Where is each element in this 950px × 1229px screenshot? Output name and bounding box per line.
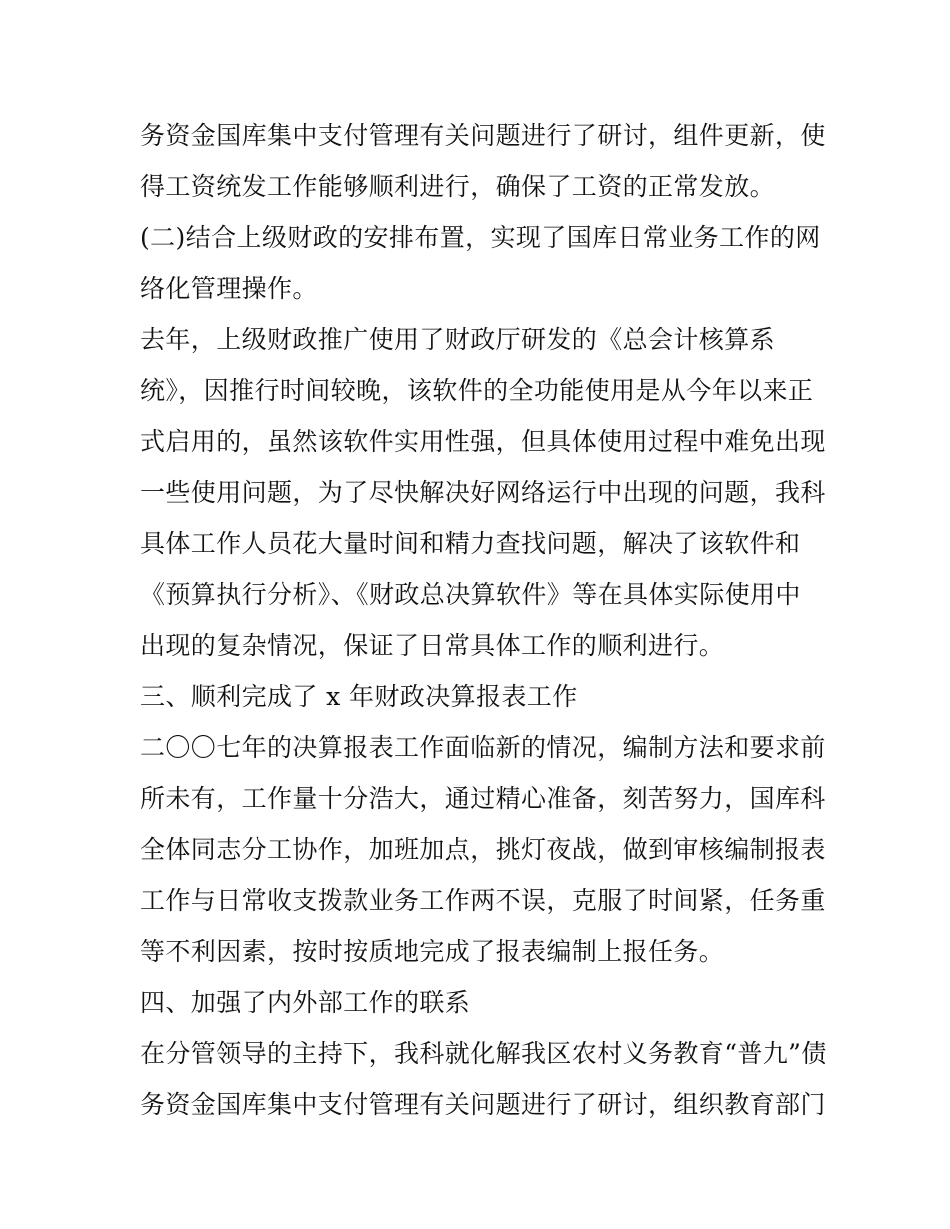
text-line: 所未有，工作量十分浩大，通过精心准备，刻苦努力，国库科 — [140, 784, 826, 813]
section-heading: 络化管理操作。 — [140, 274, 318, 303]
section-heading: (二)结合上级财政的安排布置，实现了国库日常业务工作的网 — [140, 223, 821, 252]
text-line: 式启用的，虽然该软件实用性强，但具体使用过程中难免出现 — [140, 427, 826, 456]
text-line: 等不利因素，按时按质地完成了报表编制上报任务。 — [140, 937, 725, 966]
section-heading: 四、加强了内外部工作的联系 — [140, 988, 471, 1017]
document-body — [140, 110, 827, 1130]
text-line: 务资金国库集中支付管理有关问题进行了研讨，组织教育部门 — [140, 1090, 826, 1119]
text-line: 得工资统发工作能够顺利进行，确保了工资的正常发放。 — [140, 172, 776, 201]
text-line: 《预算执行分析》、《财政总决算软件》等在具体实际使用中 — [140, 580, 801, 609]
text-line: 去年，上级财政推广使用了财政厅研发的《总会计核算系 — [140, 325, 776, 354]
text-line: 二〇〇七年的决算报表工作面临新的情况，编制方法和要求前 — [140, 733, 826, 762]
text-line: 出现的复杂情况，保证了日常具体工作的顺利进行。 — [140, 631, 725, 660]
text-line: 统》，因推行时间较晚，该软件的全功能使用是从今年以来正 — [140, 376, 814, 405]
text-line: 一些使用问题，为了尽快解决好网络运行中出现的问题，我科 — [140, 478, 826, 507]
text-line: 具体工作人员花大量时间和精力查找问题，解决了该软件和 — [140, 529, 801, 558]
text-line: 全体同志分工协作，加班加点，挑灯夜战，做到审核编制报表 — [140, 835, 826, 864]
text-line: 在分管领导的主持下，我科就化解我区农村义务教育“普九”债 — [140, 1039, 827, 1068]
text-line: 务资金国库集中支付管理有关问题进行了研讨，组件更新，使 — [140, 121, 826, 150]
text-line: 工作与日常收支拨款业务工作两不误，克服了时间紧，任务重 — [140, 886, 826, 915]
section-heading: 三、顺利完成了 x 年财政决算报表工作 — [140, 682, 578, 711]
